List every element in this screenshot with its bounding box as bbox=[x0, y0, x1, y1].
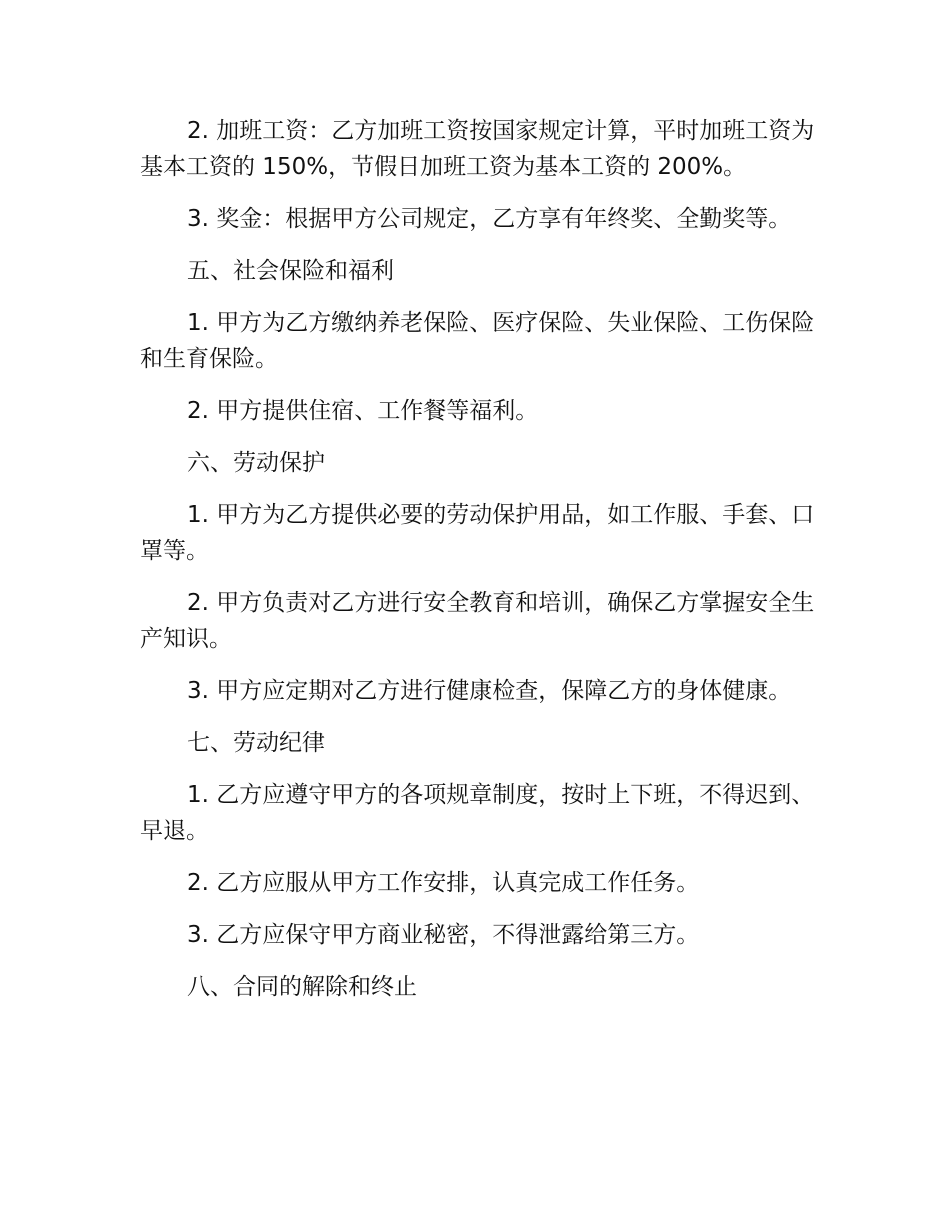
section-heading-labor-discipline: 七、劳动纪律 bbox=[187, 730, 325, 756]
clause-overtime-pay: 2. 加班工资：乙方加班工资按国家规定计算，平时加班工资为基本工资的 150%，节假日加班工资为基本工资的 200%。 bbox=[140, 118, 815, 180]
document-body bbox=[140, 113, 815, 1021]
clause-welfare: 2. 甲方提供住宿、工作餐等福利。 bbox=[187, 398, 539, 424]
clause-work-arrangement: 2. 乙方应服从甲方工作安排，认真完成工作任务。 bbox=[187, 870, 700, 896]
clause-insurance-payment: 1. 甲方为乙方缴纳养老保险、医疗保险、失业保险、工伤保险和生育保险。 bbox=[140, 310, 815, 372]
section-heading-termination: 八、合同的解除和终止 bbox=[187, 974, 417, 1000]
section-heading-social-insurance: 五、社会保险和福利 bbox=[187, 258, 394, 284]
clause-confidentiality: 3. 乙方应保守甲方商业秘密，不得泄露给第三方。 bbox=[187, 922, 700, 948]
section-heading-labor-protection: 六、劳动保护 bbox=[187, 450, 325, 476]
clause-bonus: 3. 奖金：根据甲方公司规定，乙方享有年终奖、全勤奖等。 bbox=[187, 206, 792, 232]
clause-health-check: 3. 甲方应定期对乙方进行健康检查，保障乙方的身体健康。 bbox=[187, 678, 792, 704]
clause-protective-equipment: 1. 甲方为乙方提供必要的劳动保护用品，如工作服、手套、口罩等。 bbox=[140, 502, 815, 564]
clause-rules-compliance: 1. 乙方应遵守甲方的各项规章制度，按时上下班，不得迟到、早退。 bbox=[140, 782, 815, 844]
clause-safety-training: 2. 甲方负责对乙方进行安全教育和培训，确保乙方掌握安全生产知识。 bbox=[140, 590, 815, 652]
